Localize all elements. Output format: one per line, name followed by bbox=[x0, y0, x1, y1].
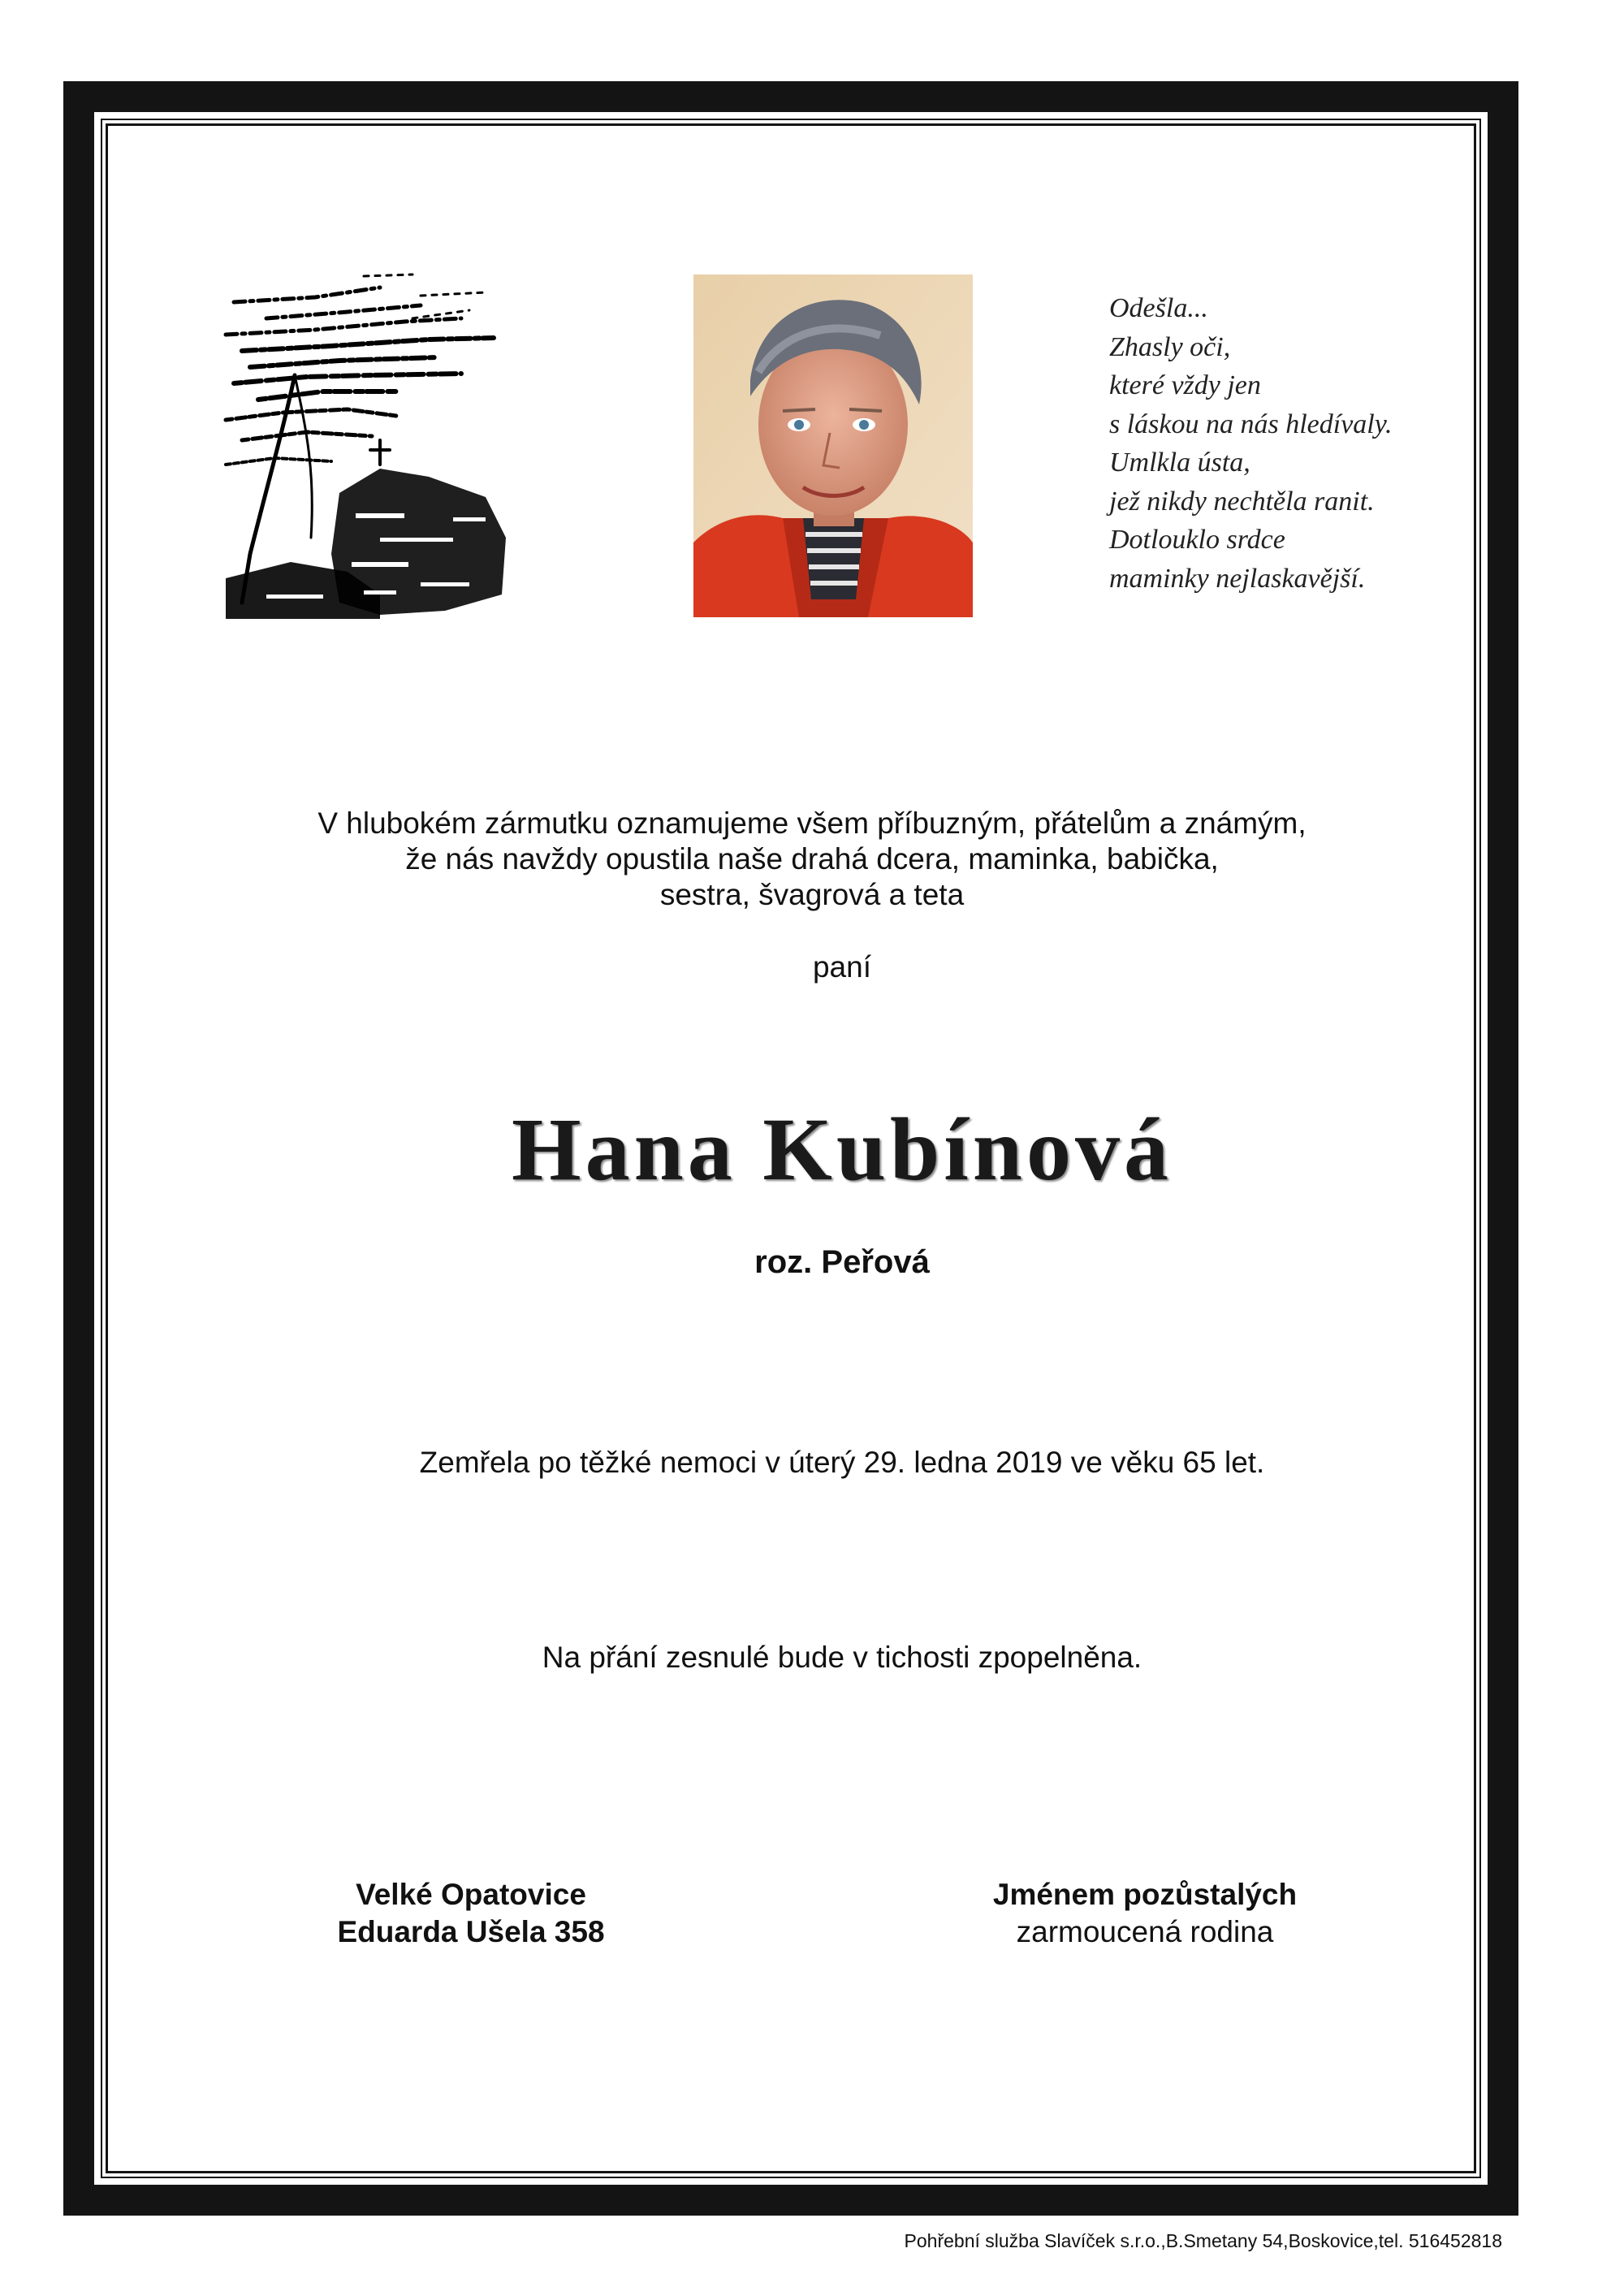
poem-line: Dotlouklo srdce bbox=[1109, 525, 1285, 555]
announcement-text bbox=[162, 806, 1462, 913]
announcement-line: že nás navždy opustila naše drahá dcera, maminka, babička, bbox=[405, 842, 1219, 876]
cremation-notice: Na přání zesnulé bude v tichosti zpopelněna. bbox=[542, 1641, 1142, 1674]
tree-on-rock-with-cross-icon bbox=[218, 270, 534, 619]
signature-family: zarmoucená rodina bbox=[1016, 1915, 1274, 1948]
mourners-signature bbox=[926, 1876, 1364, 1951]
poem-line: jež nikdy nechtěla ranit. bbox=[1109, 486, 1375, 517]
salutation: paní bbox=[812, 950, 871, 984]
poem-line: Zhasly oči, bbox=[1109, 331, 1231, 362]
address-street: Eduarda Ušela 358 bbox=[337, 1915, 605, 1948]
poem bbox=[1109, 289, 1483, 598]
maiden-name: roz. Peřová bbox=[754, 1244, 930, 1280]
signature-heading: Jménem pozůstalých bbox=[992, 1878, 1298, 1911]
poem-line: Odešla... bbox=[1109, 293, 1208, 323]
address-town: Velké Opatovice bbox=[356, 1878, 586, 1911]
family-address bbox=[260, 1876, 682, 1951]
death-notice: Zemřela po těžké nemoci v úterý 29. ledna 2019 ve věku 65 let. bbox=[419, 1446, 1265, 1479]
poem-line: s láskou na nás hledívaly. bbox=[1109, 409, 1393, 439]
announcement-line: V hlubokém zármutku oznamujeme všem příbuzným, přátelům a známým, bbox=[317, 806, 1307, 840]
poem-line: maminky nejlaskavější. bbox=[1109, 563, 1366, 594]
poem-line: které vždy jen bbox=[1109, 370, 1261, 400]
poem-line: Umlkla ústa, bbox=[1109, 448, 1250, 478]
funeral-service-footer: Pohřební služba Slavíček s.r.o.,B.Smetany 54,Boskovice,tel. 516452818 bbox=[904, 2230, 1502, 2251]
deceased-name: Hana Kubínová bbox=[512, 1100, 1173, 1199]
announcement-line: sestra, švagrová a teta bbox=[659, 878, 965, 911]
portrait-photo bbox=[693, 275, 973, 617]
